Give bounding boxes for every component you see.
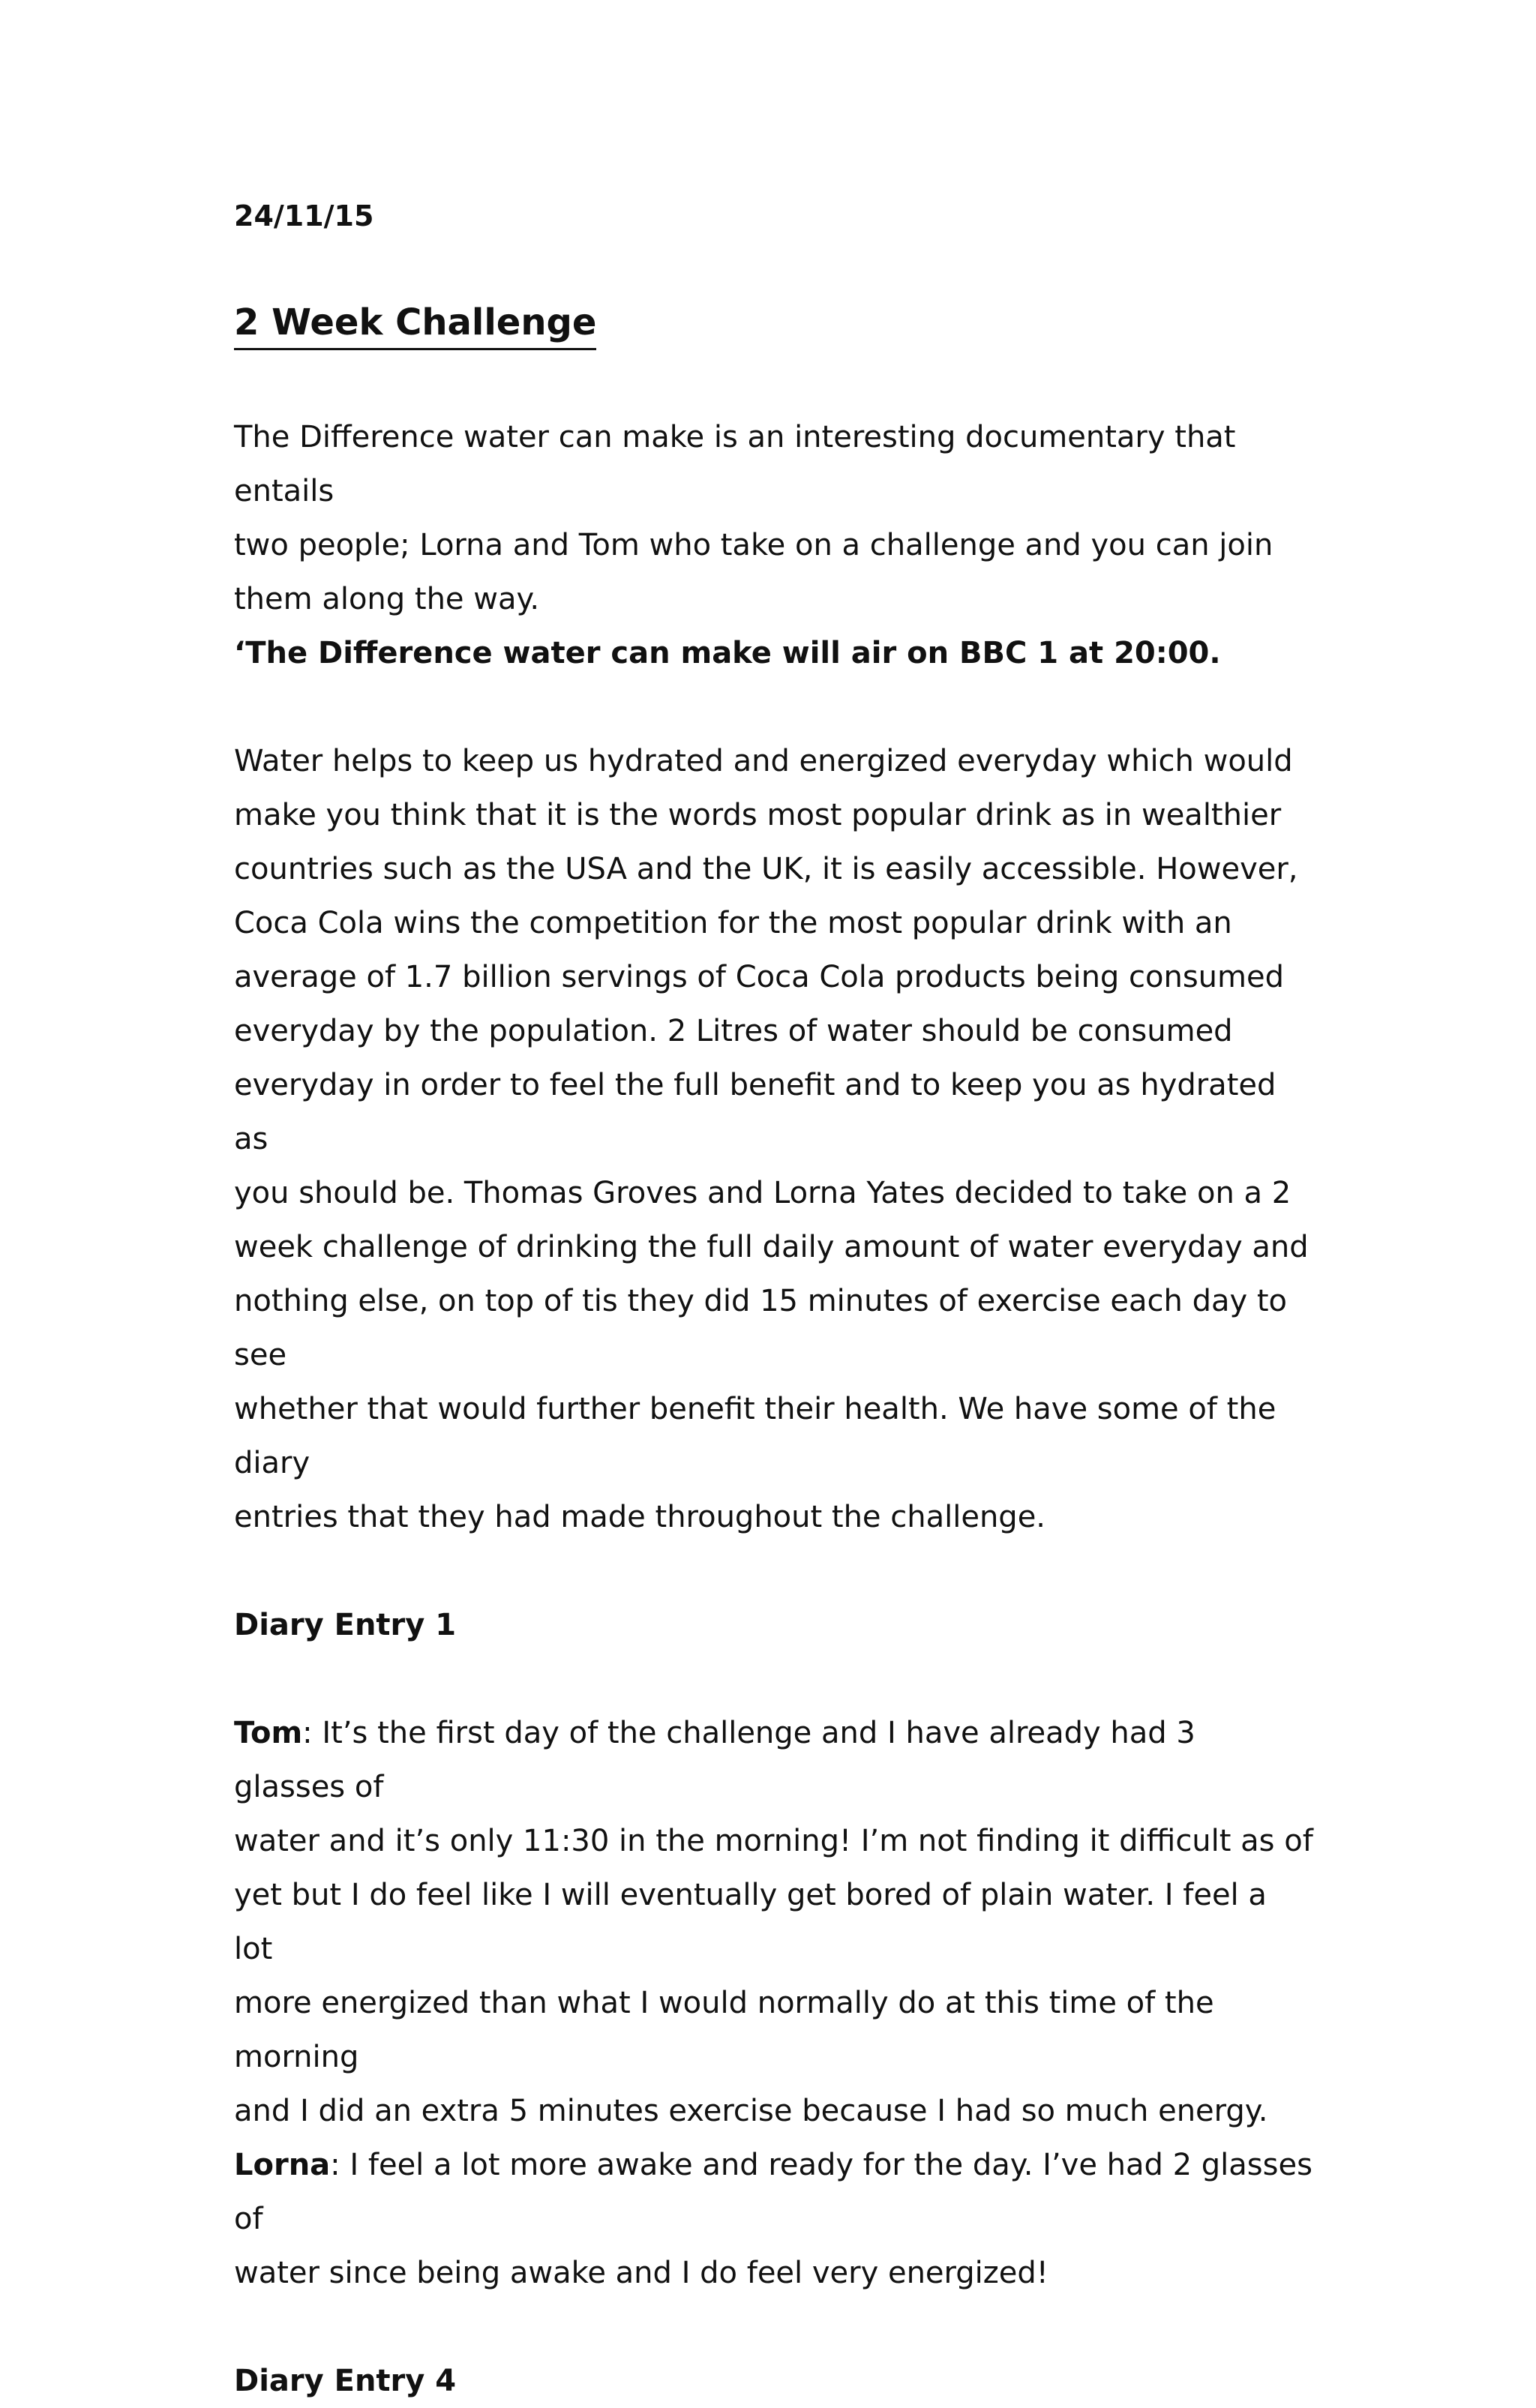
body-paragraph — [234, 734, 1314, 1544]
diary-entry-1-body — [234, 1706, 1314, 2300]
tom-entry-line — [234, 1706, 1314, 1814]
body-line: you should be. Thomas Groves and Lorna Yates decided to take on a 2 — [234, 1176, 1292, 1210]
tom-entry-line: and I did an extra 5 minutes exercise because I had so much energy. — [234, 2094, 1268, 2128]
body-line: entries that they had made throughout the challenge. — [234, 1500, 1046, 1534]
speaker-tom: Tom — [234, 1716, 303, 1750]
air-notice: ‘The Difference water can make will air on BBC 1 at 20:00. — [234, 636, 1221, 670]
body-line: everyday by the population. 2 Litres of water should be consumed — [234, 1014, 1233, 1048]
intro-line: The Difference water can make is an interesting documentary that entails — [234, 420, 1236, 508]
intro-line: them along the way. — [234, 582, 540, 616]
body-line: make you think that it is the words most popular drink as in wealthier — [234, 798, 1282, 832]
body-line: Water helps to keep us hydrated and energized everyday which would — [234, 744, 1293, 778]
diary-entry-1-heading: Diary Entry 1 — [234, 1608, 457, 1642]
body-line: Coca Cola wins the competition for the most popular drink with an — [234, 906, 1232, 940]
tom-entry-line: more energized than what I would normally do at this time of the morning — [234, 1986, 1214, 2074]
document-date: 24/11/15 — [234, 199, 374, 232]
lorna-entry-line — [234, 2138, 1314, 2246]
body-line: everyday in order to feel the full benefit and to keep you as hydrated as — [234, 1068, 1276, 1156]
lorna-text: : I feel a lot more awake and ready for the day. I’ve had 2 glasses of — [234, 2148, 1312, 2236]
speaker-lorna: Lorna — [234, 2148, 331, 2182]
body-line: nothing else, on top of tis they did 15 minutes of exercise each day to see — [234, 1284, 1288, 1372]
lorna-entry-line: water since being awake and I do feel very energized! — [234, 2256, 1048, 2290]
body-line: week challenge of drinking the full daily amount of water everyday and — [234, 1230, 1309, 1264]
body-line: average of 1.7 billion servings of Coca Cola products being consumed — [234, 960, 1284, 994]
intro-paragraph — [234, 410, 1314, 680]
document-title: 2 Week Challenge — [234, 298, 596, 350]
tom-text: : It’s the first day of the challenge and I have already had 3 glasses of — [234, 1716, 1196, 1804]
intro-line: two people; Lorna and Tom who take on a challenge and you can join — [234, 528, 1274, 562]
tom-entry-line: water and it’s only 11:30 in the morning! I’m not finding it difficult as of — [234, 1824, 1313, 1858]
body-line: countries such as the USA and the UK, it is easily accessible. However, — [234, 852, 1298, 886]
body-line: whether that would further benefit their health. We have some of the diary — [234, 1392, 1276, 1480]
tom-entry-line: yet but I do feel like I will eventually get bored of plain water. I feel a lot — [234, 1878, 1267, 1966]
document-content — [234, 196, 1314, 2408]
diary-entry-4-heading: Diary Entry 4 — [234, 2364, 457, 2398]
